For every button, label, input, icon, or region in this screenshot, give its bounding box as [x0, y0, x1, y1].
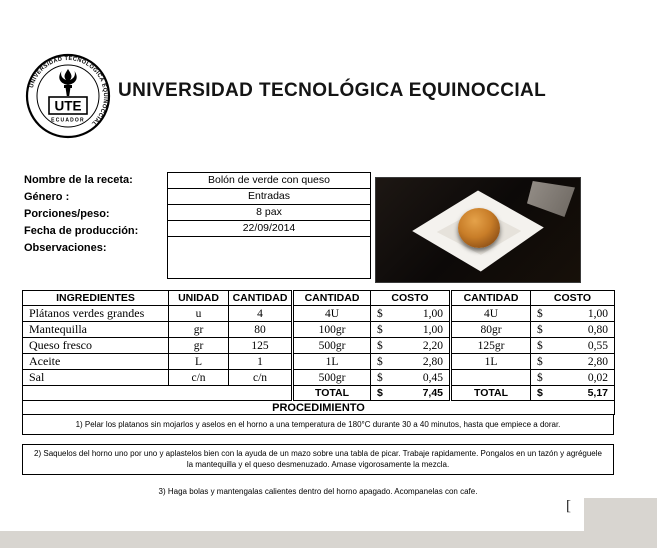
genre-value[interactable]: Entradas: [167, 188, 371, 205]
cell-costo-receta[interactable]: [531, 354, 615, 370]
header-unidad: UNIDAD: [169, 291, 229, 306]
cell-cantidad-receta[interactable]: 1L: [451, 354, 531, 370]
currency-sign: $: [377, 307, 383, 320]
cell-ingrediente[interactable]: Aceite: [23, 354, 169, 370]
cell-cantidad-compra[interactable]: 500gr: [293, 338, 371, 354]
observations-label: Observaciones:: [24, 242, 107, 254]
cost-value: 2,20: [422, 339, 443, 352]
production-date-label: Fecha de producción:: [24, 225, 139, 237]
ingredient-row: [23, 338, 615, 354]
procedure-header-row: [23, 401, 615, 415]
logo-country: ECUADOR: [51, 117, 85, 124]
recipe-form-labels: [24, 172, 138, 257]
table-header-row: [23, 291, 615, 306]
total-costo-compra[interactable]: [371, 386, 451, 401]
recipe-name-value[interactable]: Bolón de verde con queso: [167, 172, 371, 189]
total-label-receta: TOTAL: [451, 386, 531, 401]
cost-value: 1,00: [422, 323, 443, 336]
currency-sign: $: [377, 355, 383, 368]
logo-acronym: UTE: [54, 98, 82, 114]
cell-cantidad[interactable]: 1: [229, 354, 293, 370]
cell-cantidad[interactable]: 125: [229, 338, 293, 354]
cell-costo-receta[interactable]: [531, 306, 615, 322]
cell-ingrediente[interactable]: Mantequilla: [23, 322, 169, 338]
currency-sign: $: [377, 387, 383, 399]
cell-costo-compra[interactable]: [371, 354, 451, 370]
cell-cantidad-receta[interactable]: [451, 370, 531, 386]
cell-cantidad-compra[interactable]: 100gr: [293, 322, 371, 338]
logo-ring-text: UNIVERSIDAD TECNOLÓGICA EQUINOCCIAL: [28, 55, 109, 127]
currency-sign: $: [377, 339, 383, 352]
cost-value: 0,55: [587, 339, 608, 352]
cell-cantidad[interactable]: c/n: [229, 370, 293, 386]
portions-label: Porciones/peso:: [24, 208, 110, 220]
currency-sign: $: [537, 339, 543, 352]
cell-unidad[interactable]: gr: [169, 322, 229, 338]
header-costo-2: COSTO: [531, 291, 615, 306]
recipe-photo: [375, 177, 581, 283]
cell-ingrediente[interactable]: Queso fresco: [23, 338, 169, 354]
cost-value: 0,45: [422, 371, 443, 384]
page-title: UNIVERSIDAD TECNOLÓGICA EQUINOCCIAL: [118, 80, 547, 101]
cell-unidad[interactable]: u: [169, 306, 229, 322]
cell-cantidad-receta[interactable]: 4U: [451, 306, 531, 322]
production-date-value[interactable]: 22/09/2014: [167, 220, 371, 237]
napkin-shape: [527, 181, 575, 217]
procedure-step-2[interactable]: 2) Saquelos del horno uno por uno y aplastelos bien con la ayuda de un mazo sobre una tabla de picar. Trabaje rapidamente. Pongalos en un tazón y agréguele la mantequilla y el queso desmenuzado. Amase vigorosamente la mezcla.: [22, 444, 614, 474]
header-cantidad-3: CANTIDAD: [451, 291, 531, 306]
header-costo-1: COSTO: [371, 291, 451, 306]
cost-value: 0,02: [587, 371, 608, 384]
total-value: 7,45: [422, 387, 443, 399]
header-cantidad-1: CANTIDAD: [229, 291, 293, 306]
header-cantidad-2: CANTIDAD: [293, 291, 371, 306]
ingredients-section: [22, 290, 614, 501]
ingredient-row: [23, 370, 615, 386]
cost-value: 1,00: [587, 307, 608, 320]
cell-costo-compra[interactable]: [371, 338, 451, 354]
text-cursor: [: [566, 498, 571, 514]
cell-cantidad-compra[interactable]: 4U: [293, 306, 371, 322]
cost-value: 2,80: [422, 355, 443, 368]
currency-sign: $: [377, 323, 383, 336]
bolon-shape: [458, 208, 500, 248]
cell-unidad[interactable]: gr: [169, 338, 229, 354]
cell-unidad[interactable]: c/n: [169, 370, 229, 386]
recipe-form-values: [167, 172, 371, 279]
cell-costo-receta[interactable]: [531, 322, 615, 338]
currency-sign: $: [377, 371, 383, 384]
procedure-title: PROCEDIMIENTO: [23, 401, 615, 415]
portions-value[interactable]: 8 pax: [167, 204, 371, 221]
cell-cantidad-receta[interactable]: 125gr: [451, 338, 531, 354]
procedure-step-3[interactable]: 3) Haga bolas y mantengalas calientes dentro del horno apagado. Acompanelas con cafe.: [22, 482, 614, 501]
cost-value: 0,80: [587, 323, 608, 336]
currency-sign: $: [537, 371, 543, 384]
cost-value: 2,80: [587, 355, 608, 368]
currency-sign: $: [537, 323, 543, 336]
cell-unidad[interactable]: L: [169, 354, 229, 370]
observations-value[interactable]: [167, 236, 371, 279]
cell-ingrediente[interactable]: Sal: [23, 370, 169, 386]
ute-logo: [20, 50, 116, 142]
cell-costo-receta[interactable]: [531, 338, 615, 354]
total-label-compra: TOTAL: [293, 386, 371, 401]
table-total-row: [23, 386, 615, 401]
cell-cantidad[interactable]: 4: [229, 306, 293, 322]
cell-cantidad[interactable]: 80: [229, 322, 293, 338]
currency-sign: $: [537, 355, 543, 368]
total-spacer-cell: [23, 386, 293, 401]
total-costo-receta[interactable]: [531, 386, 615, 401]
genre-label: Género :: [24, 191, 70, 203]
cell-cantidad-compra[interactable]: 1L: [293, 354, 371, 370]
ingredient-row: [23, 354, 615, 370]
cell-cantidad-compra[interactable]: 500gr: [293, 370, 371, 386]
cell-costo-compra[interactable]: [371, 306, 451, 322]
cell-costo-receta[interactable]: [531, 370, 615, 386]
total-value: 5,17: [587, 387, 608, 399]
ingredient-row: [23, 322, 615, 338]
recipe-name-label: Nombre de la receta:: [24, 174, 133, 186]
procedure-step-1[interactable]: 1) Pelar los platanos sin mojarlos y aselos en el horno a una temperatura de 180°C durante 30 a 40 minutos, hasta que empiece a dorar.: [22, 415, 614, 435]
currency-sign: $: [537, 307, 543, 320]
cell-costo-compra[interactable]: [371, 322, 451, 338]
ingredients-table: [22, 290, 615, 415]
cell-ingrediente[interactable]: Plátanos verdes grandes: [23, 306, 169, 322]
cost-value: 1,00: [422, 307, 443, 320]
ingredient-row: [23, 306, 615, 322]
cell-cantidad-receta[interactable]: 80gr: [451, 322, 531, 338]
cell-costo-compra[interactable]: [371, 370, 451, 386]
torch-icon: [59, 69, 76, 96]
page-edge-bottom: [0, 531, 657, 548]
currency-sign: $: [537, 387, 543, 399]
header-ingredientes: INGREDIENTES: [23, 291, 169, 306]
